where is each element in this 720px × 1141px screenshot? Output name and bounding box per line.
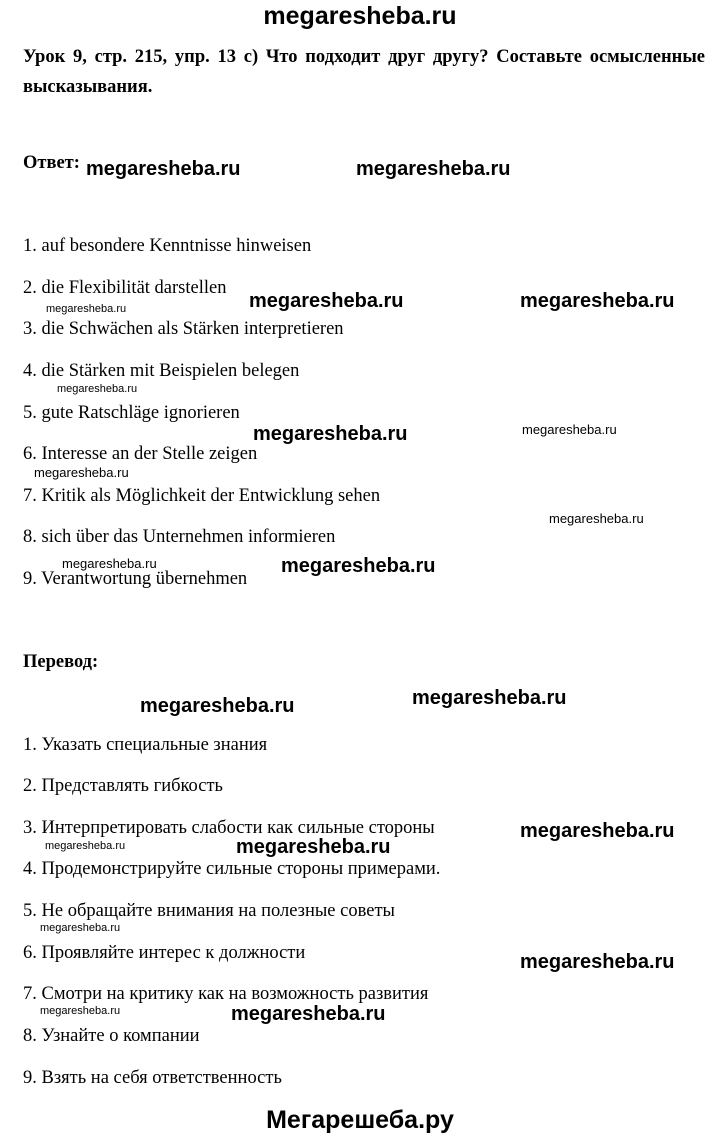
- task-title: Урок 9, стр. 215, упр. 13 с) Что подходит друг другу? Составьте осмысленные высказывания.: [23, 47, 705, 97]
- answer-item-6: 6. Interesse an der Stelle zeigen: [23, 444, 258, 464]
- watermark: megaresheba.ru: [520, 951, 675, 973]
- watermark: megaresheba.ru: [356, 158, 511, 180]
- watermark: megaresheba.ru: [281, 555, 436, 577]
- translation-item-5: 5. Не обращайте внимания на полезные советы: [23, 901, 395, 921]
- answer-item-8: 8. sich über das Unternehmen informieren: [23, 527, 336, 547]
- answer-item-1: 1. auf besondere Kenntnisse hinweisen: [23, 236, 312, 256]
- watermark: megaresheba.ru: [412, 687, 567, 709]
- translation-item-2: 2. Представлять гибкость: [23, 776, 223, 796]
- watermark: megaresheba.ru: [520, 290, 675, 312]
- watermark: megaresheba.ru: [236, 836, 391, 858]
- watermark: megaresheba.ru: [249, 290, 404, 312]
- watermark: megaresheba.ru: [34, 465, 129, 480]
- answer-item-9: 9. Verantwortung übernehmen: [23, 569, 248, 589]
- translation-item-4: 4. Продемонстрируйте сильные стороны примерами.: [23, 859, 441, 879]
- answer-label: Ответ:: [23, 153, 80, 173]
- watermark: megaresheba.ru: [231, 1003, 386, 1025]
- site-header: megaresheba.ru: [263, 2, 457, 30]
- watermark: megaresheba.ru: [253, 423, 408, 445]
- watermark: megaresheba.ru: [86, 158, 241, 180]
- translation-item-1: 1. Указать специальные знания: [23, 735, 268, 755]
- watermark: megaresheba.ru: [40, 922, 121, 934]
- watermark: megaresheba.ru: [45, 840, 126, 852]
- watermark: megaresheba.ru: [140, 695, 295, 717]
- answer-item-2: 2. die Flexibilität darstellen: [23, 278, 227, 298]
- site-footer: Мегарешеба.ру: [266, 1106, 454, 1134]
- watermark: megaresheba.ru: [522, 422, 617, 437]
- translation-item-8: 8. Узнайте о компании: [23, 1026, 200, 1046]
- translation-item-3: 3. Интерпретировать слабости как сильные стороны: [23, 818, 435, 838]
- answer-item-3: 3. die Schwächen als Stärken interpretieren: [23, 319, 344, 339]
- answer-item-5: 5. gute Ratschläge ignorieren: [23, 403, 240, 423]
- watermark: megaresheba.ru: [520, 820, 675, 842]
- watermark: megaresheba.ru: [46, 303, 127, 315]
- translation-item-9: 9. Взять на себя ответственность: [23, 1068, 282, 1088]
- answer-item-7: 7. Kritik als Möglichkeit der Entwicklung sehen: [23, 486, 381, 506]
- watermark: megaresheba.ru: [549, 511, 644, 526]
- answer-item-4: 4. die Stärken mit Beispielen belegen: [23, 361, 300, 381]
- watermark: megaresheba.ru: [40, 1005, 121, 1017]
- translation-item-6: 6. Проявляйте интерес к должности: [23, 943, 306, 963]
- watermark: megaresheba.ru: [57, 383, 138, 395]
- translation-label: Перевод:: [23, 652, 99, 672]
- translation-item-7: 7. Смотри на критику как на возможность развития: [23, 984, 429, 1004]
- watermark: megaresheba.ru: [62, 556, 157, 571]
